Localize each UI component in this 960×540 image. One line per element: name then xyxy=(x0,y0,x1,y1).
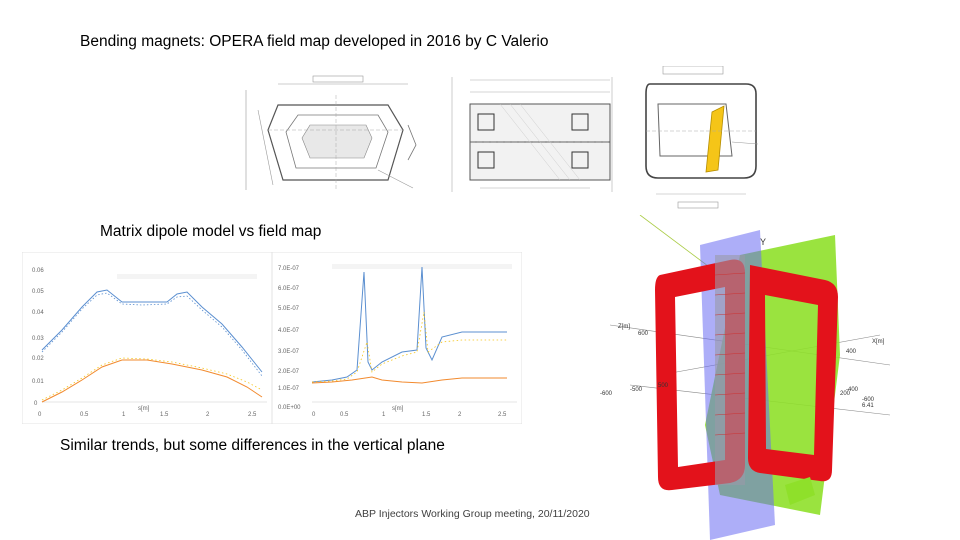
y-tick: 0.0E+00 xyxy=(278,405,301,411)
tick-label: 600 xyxy=(638,331,649,337)
conclusion-text: Similar trends, but some differences in the vertical plane xyxy=(60,437,445,454)
x-tick: 1 xyxy=(122,412,126,418)
y-tick: 2.0E-07 xyxy=(278,369,300,375)
axis-label-z: Z[m] xyxy=(618,324,630,330)
footer-text: ABP Injectors Working Group meeting, 20/11/2020 xyxy=(355,508,590,520)
magnet-side-view-drawing xyxy=(440,72,618,200)
axis-label-x: X[m] xyxy=(872,339,885,345)
x-tick: 0.5 xyxy=(80,412,89,418)
y-tick: 5.0E-07 xyxy=(278,306,300,312)
magnet-3d-render xyxy=(600,215,900,540)
x-tick: 1 xyxy=(382,412,386,418)
x-tick: 1.5 xyxy=(160,412,169,418)
x-tick: 2.5 xyxy=(498,412,507,418)
y-tick: 0.01 xyxy=(32,379,44,385)
y-tick: 0.05 xyxy=(32,289,44,295)
beta-function-chart xyxy=(22,252,272,424)
x-tick: 2 xyxy=(458,412,462,418)
tick-label: 400 xyxy=(846,349,857,355)
x-tick: 2 xyxy=(206,412,210,418)
y-tick: 0.04 xyxy=(32,310,44,316)
tick-label: 500 xyxy=(658,383,669,389)
x-tick: 1.5 xyxy=(422,412,431,418)
y-tick: 4.0E-07 xyxy=(278,328,300,334)
tick-label: 6.41 xyxy=(862,403,874,409)
matrix-model-caption: Matrix dipole model vs field map xyxy=(100,223,322,240)
x-tick: 0 xyxy=(38,412,42,418)
tick-label: -400 xyxy=(846,387,859,393)
dispersion-chart xyxy=(272,252,522,424)
y-tick: 6.0E-07 xyxy=(278,286,300,292)
x-tick: 0.5 xyxy=(340,412,349,418)
tick-label: -600 xyxy=(600,391,613,397)
y-tick: 0 xyxy=(34,401,38,407)
magnet-cross-section-drawing-1 xyxy=(238,70,424,195)
x-tick: 2.5 xyxy=(248,412,257,418)
axis-label-y: Y xyxy=(760,237,767,247)
x-tick: 0 xyxy=(312,412,316,418)
y-tick: 1.0E-07 xyxy=(278,386,300,392)
x-axis-label: s[m] xyxy=(392,406,404,412)
tick-label: -600 xyxy=(862,397,875,403)
tick-label: 200 xyxy=(840,391,851,397)
magnet-coil-drawing xyxy=(628,66,776,212)
y-tick: 0.06 xyxy=(32,268,44,274)
y-tick: 0.03 xyxy=(32,336,44,342)
y-tick: 7.0E-07 xyxy=(278,266,300,272)
y-tick: 0.02 xyxy=(32,356,44,362)
tick-label: -500 xyxy=(630,387,643,393)
x-axis-label: s[m] xyxy=(138,406,150,412)
y-tick: 3.0E-07 xyxy=(278,349,300,355)
slide-title: Bending magnets: OPERA field map developed in 2016 by C Valerio xyxy=(80,33,549,50)
